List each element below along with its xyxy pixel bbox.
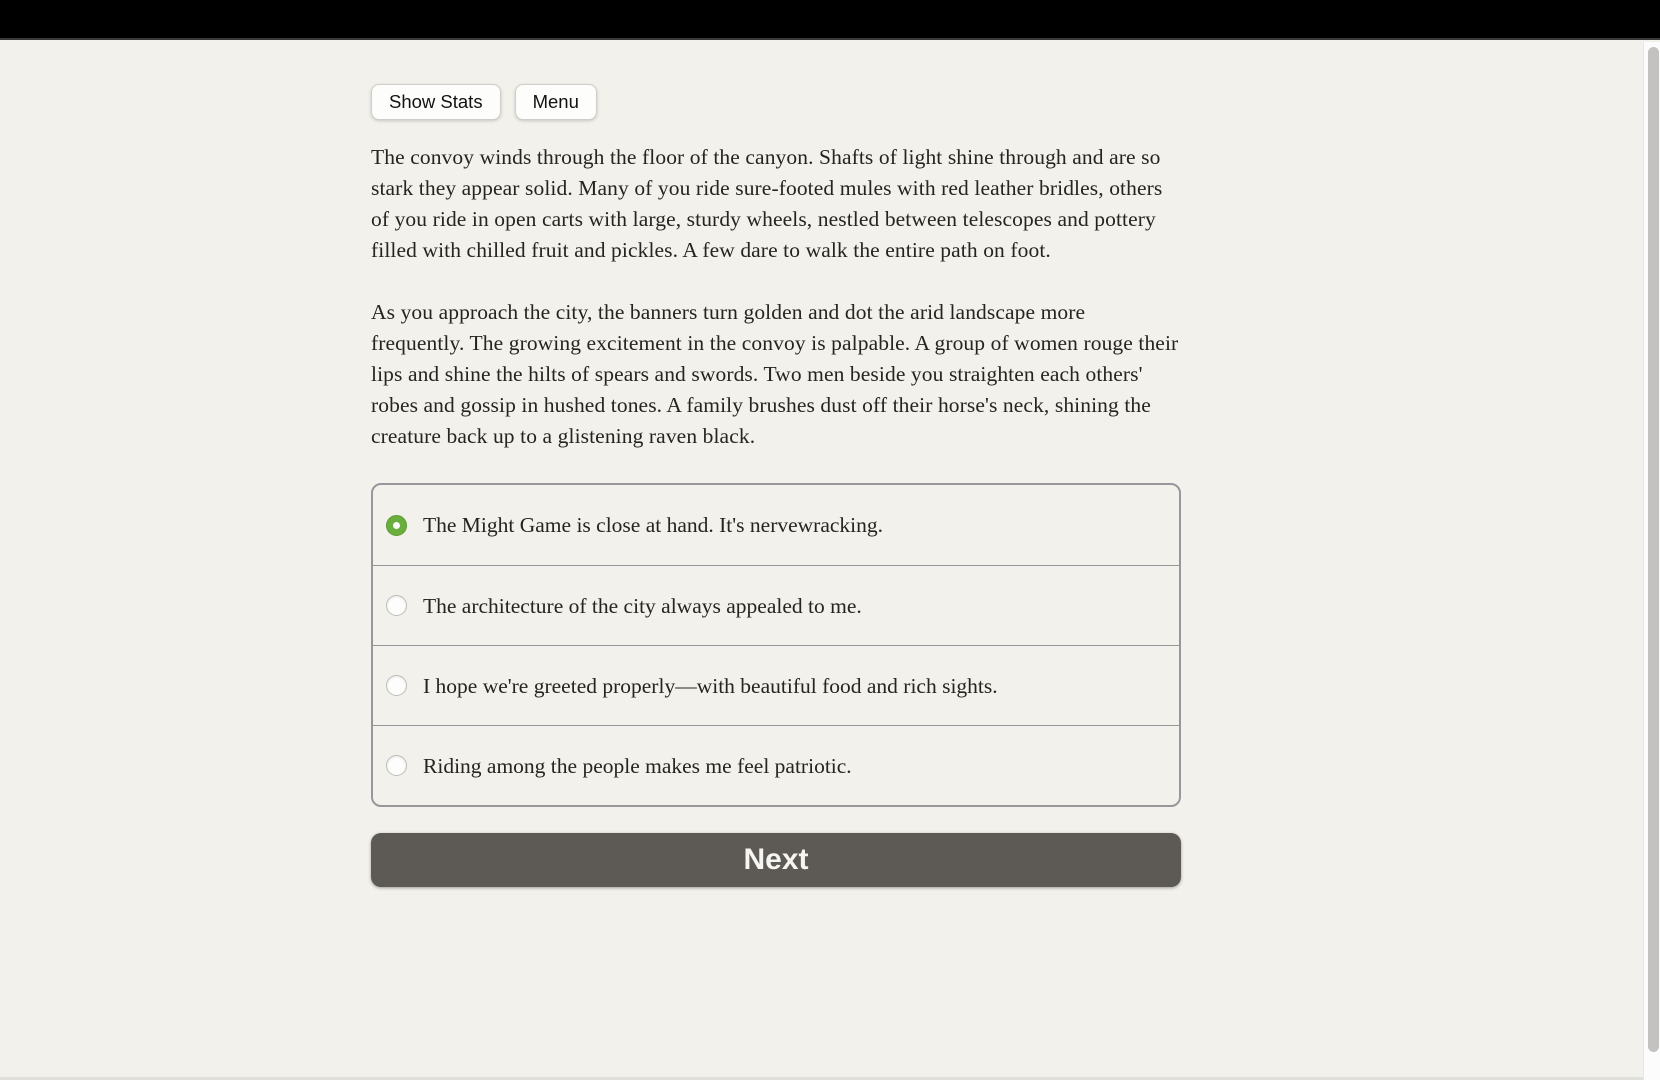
radio-button-icon[interactable] <box>386 595 407 616</box>
story-paragraph-1: The convoy winds through the floor of the canyon. Shafts of light shine through and are so stark they appear solid. Many of you ride sure-footed mules with red leather bridles, others of you ride in open carts with large, sturdy wheels, nestled between telescopes and pottery filled with chilled fruit and pickles. A few dare to walk the entire path on foot. <box>371 145 1163 262</box>
story-content <box>371 40 1181 887</box>
choice-option-1[interactable] <box>373 485 1179 565</box>
choice-option-label: The architecture of the city always appealed to me. <box>423 593 862 618</box>
choice-option-2[interactable] <box>373 565 1179 645</box>
story-paragraph-2: As you approach the city, the banners turn golden and dot the arid landscape more frequently. The growing excitement in the convoy is palpable. A group of women rouge their lips and shine the hilts of spears and swords. Two men beside you straighten each others' robes and gossip in hushed tones. A family brushes dust off their horse's neck, shining the creature back up to a glistening raven black. <box>371 300 1179 448</box>
game-toolbar <box>371 84 1181 120</box>
menu-button[interactable]: Menu <box>515 84 597 120</box>
scrollbar-track[interactable] <box>1643 42 1660 1080</box>
show-stats-button[interactable]: Show Stats <box>371 84 501 120</box>
top-black-bar <box>0 0 1660 40</box>
choice-option-3[interactable] <box>373 645 1179 725</box>
radio-button-icon[interactable] <box>386 515 407 536</box>
radio-button-icon[interactable] <box>386 755 407 776</box>
radio-button-icon[interactable] <box>386 675 407 696</box>
scrollbar-thumb[interactable] <box>1648 47 1659 1052</box>
next-button[interactable]: Next <box>371 833 1181 887</box>
story-text <box>371 142 1181 452</box>
choice-option-label: The Might Game is close at hand. It's nervewracking. <box>423 513 884 537</box>
choice-option-label: Riding among the people makes me feel patriotic. <box>423 753 852 778</box>
choice-list <box>371 483 1181 807</box>
choice-option-label: I hope we're greeted properly—with beautiful food and rich sights. <box>423 673 998 698</box>
choice-option-4[interactable] <box>373 725 1179 805</box>
